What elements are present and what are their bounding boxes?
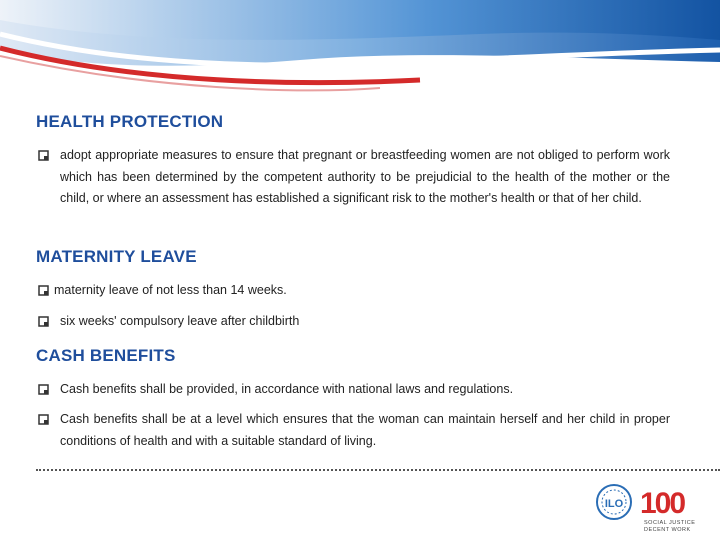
tagline-line2: DECENT WORK	[644, 527, 691, 533]
heading-maternity-leave: MATERNITY LEAVE	[36, 247, 197, 266]
list-item	[36, 311, 670, 333]
list-item-text: six weeks' compulsory leave after childbirth	[60, 314, 300, 328]
list-item-text: maternity leave of not less than 14 weeks.	[54, 283, 287, 297]
ilo-logo-text: ILO	[604, 498, 624, 510]
list-item-text: Cash benefits shall be at a level which ensures that the woman can maintain herself and her child in proper conditions of health and with a suitable standard of living.	[60, 412, 670, 448]
heading-cash-benefits: CASH BENEFITS	[36, 346, 176, 365]
header-banner	[0, 0, 720, 100]
square-bullet-icon	[38, 414, 49, 425]
square-bullet-icon	[38, 384, 49, 395]
list-item	[36, 280, 670, 302]
list-item	[36, 379, 670, 401]
list-item	[36, 409, 670, 452]
square-bullet-icon	[38, 150, 49, 161]
tagline-line1: SOCIAL JUSTICE	[644, 520, 696, 526]
ilo-centenary-logo	[594, 480, 712, 536]
list-item	[36, 145, 670, 210]
dotted-divider	[36, 469, 720, 471]
ilo-emblem-icon	[597, 485, 631, 519]
list-item-text: Cash benefits shall be provided, in accordance with national laws and regulations.	[60, 382, 514, 396]
banner-graphic	[0, 0, 720, 100]
square-bullet-icon	[38, 316, 49, 327]
heading-health-protection: HEALTH PROTECTION	[36, 112, 224, 131]
centenary-100-text: 100	[640, 487, 685, 520]
square-bullet-icon	[38, 285, 49, 296]
list-item-text: adopt appropriate measures to ensure that pregnant or breastfeeding women are not obliged to perform work which has been determined by the competent authority to be prejudicial to the health of the mother or the child, or where an assessment has established a significant risk to the mother's health or that of her child.	[60, 148, 670, 205]
footer-logos	[594, 480, 712, 536]
